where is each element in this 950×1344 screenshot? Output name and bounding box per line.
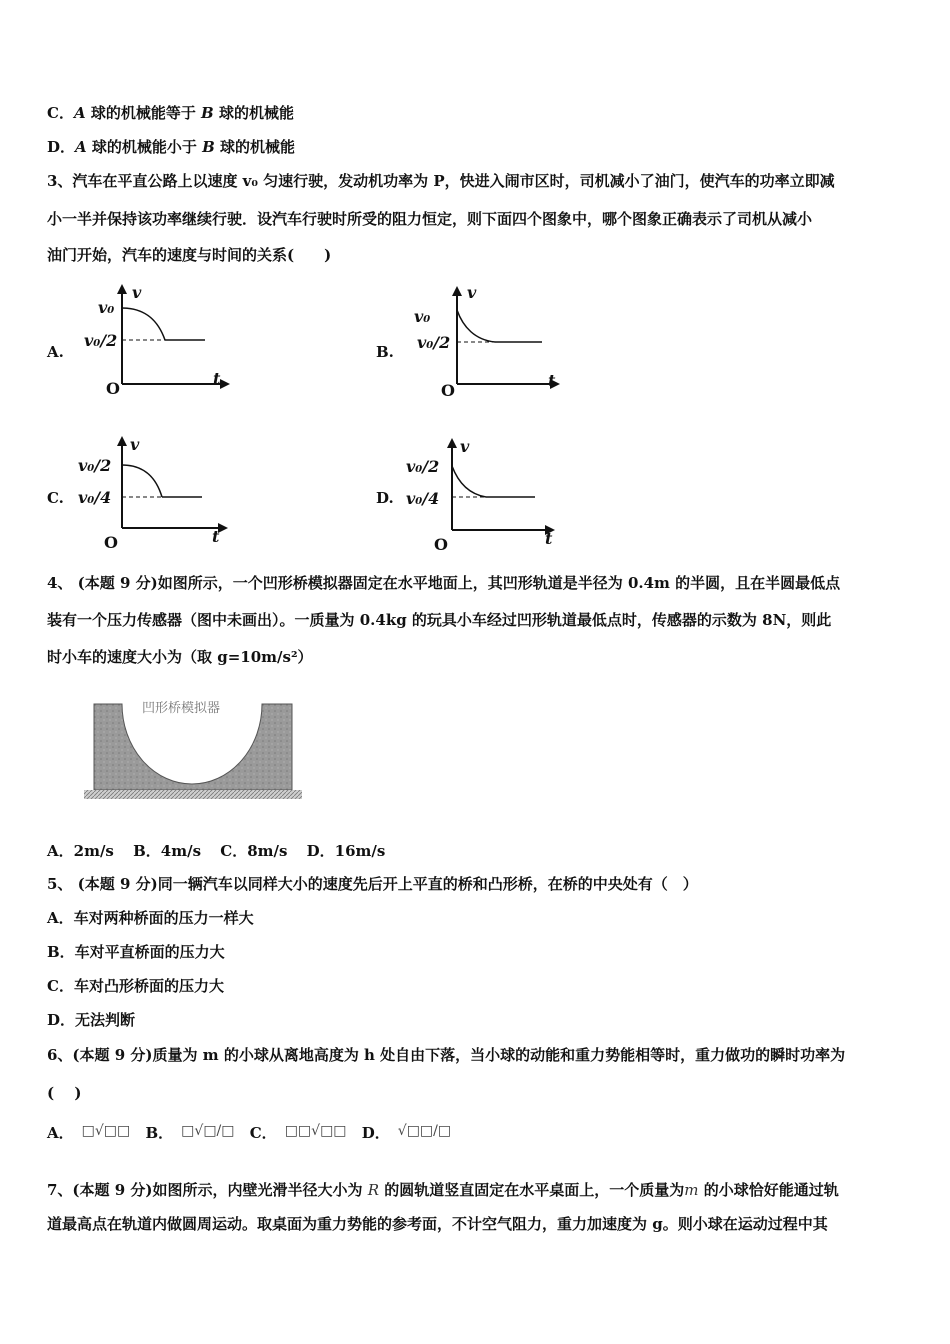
q4-option-a: A．2m/s <box>47 842 114 860</box>
v-axis-label: v <box>130 435 140 454</box>
q3-stem-line2: 小一半并保持该功率继续行驶．设汽车行驶时所受的阻力恒定，则下面四个图象中，哪个图象正确表示了司机从减小 <box>47 210 813 228</box>
q4-concave-bridge-figure <box>82 692 304 804</box>
q3-stem-line1: 3、汽车在平直公路上以速度 v₀ 匀速行驶，发动机功率为 P，快进入闹市区时，司机减小了油门，使汽车的功率立即减 <box>47 172 835 190</box>
radius-symbol: R <box>367 1181 380 1199</box>
curve <box>452 466 486 497</box>
q5-stem: 5、 (本题 9 分)同一辆汽车以同样大小的速度先后开上平直的桥和凸形桥，在桥的中央处有（ ） <box>47 875 698 893</box>
q5-option-c: C．车对凸形桥面的压力大 <box>47 977 224 995</box>
q3-graph-d <box>400 432 580 557</box>
origin-label: O <box>441 381 455 400</box>
q6-option-b-formula: □√□/□ <box>181 1123 235 1139</box>
v-axis-label: v <box>132 283 142 302</box>
bottom-value-label: v₀/2 <box>417 333 451 352</box>
q3-stem-line3: 油门开始，汽车的速度与时间的关系( ) <box>47 246 332 264</box>
origin-label: O <box>104 533 118 552</box>
bottom-value-label: v₀/4 <box>78 488 112 507</box>
q4-options <box>47 841 399 861</box>
top-value-label: v₀ <box>98 298 115 317</box>
q2-option-c: C．A 球的机械能等于 B 球的机械能 <box>47 104 294 122</box>
q6-option-c-letter: C． <box>249 1124 277 1142</box>
q3-option-d-label: D. <box>376 489 394 507</box>
q6-option-c-formula: □□√□□ <box>284 1123 347 1139</box>
q6-option-b-letter: B． <box>145 1124 174 1142</box>
bottom-value-label: v₀/2 <box>84 331 118 350</box>
curve <box>122 465 162 497</box>
v-axis-arrow <box>447 438 457 448</box>
t-axis-label: t <box>213 369 221 388</box>
q3-option-a-label: A. <box>47 343 64 361</box>
q5-option-b: B．车对平直桥面的压力大 <box>47 943 225 961</box>
q4-stem-line2: 装有一个压力传感器（图中未画出）。一质量为 0.4kg 的玩具小车经过凹形轨道最低点时，传感器的示数为 8N，则此 <box>47 611 832 629</box>
q4-stem-line1: 4、 (本题 9 分)如图所示，一个凹形桥模拟器固定在水平地面上，其凹形轨道是半径为 0.4m 的半圆，且在半圆最低点 <box>47 574 841 592</box>
q5-option-a: A．车对两种桥面的压力一样大 <box>47 909 254 927</box>
origin-label: O <box>434 535 448 554</box>
q7-stem-line2: 道最高点在轨道内做圆周运动。取桌面为重力势能的参考面，不计空气阻力，重力加速度为 g。则小球在运动过程中其 <box>47 1215 828 1233</box>
q6-option-d-letter: D． <box>361 1124 390 1142</box>
q3-option-c-label: C. <box>47 489 64 507</box>
t-axis-label: t <box>545 529 553 548</box>
q3-option-b-label: B. <box>376 343 394 361</box>
v-axis-label: v <box>460 437 470 456</box>
q6-stem-line1: 6、(本题 9 分)质量为 m 的小球从离地高度为 h 处自由下落，当小球的动能和重力势能相等时，重力做功的瞬时功率为 <box>47 1046 846 1064</box>
t-axis-arrow <box>218 523 228 533</box>
t-axis-label: t <box>548 371 556 390</box>
v-axis-label: v <box>467 283 477 302</box>
bottom-value-label: v₀/4 <box>406 489 440 508</box>
q6-options <box>47 1121 461 1143</box>
top-value-label: v₀/2 <box>406 457 440 476</box>
t-axis-arrow <box>220 379 230 389</box>
ground <box>84 790 302 799</box>
q6-option-a-formula: □√□□ <box>81 1123 131 1139</box>
bridge-block <box>94 704 292 790</box>
q4-option-b: B．4m/s <box>133 842 202 860</box>
q2-option-d: D．A 球的机械能小于 B 球的机械能 <box>47 138 296 156</box>
q6-option-a-letter: A． <box>47 1124 74 1142</box>
q6-stem-line2: ( ) <box>47 1084 82 1102</box>
top-value-label: v₀ <box>414 307 431 326</box>
mass-symbol: m <box>684 1181 699 1199</box>
q7-stem-line1: 7、(本题 9 分)如图所示，内壁光滑半径大小为 R 的圆轨道竖直固定在水平桌面上，一个质量为m 的小球恰好能通过轨 <box>47 1181 839 1199</box>
q3-graph-b <box>405 282 585 407</box>
q6-option-d-formula: √□□/□ <box>397 1123 452 1139</box>
v-axis-arrow <box>117 284 127 294</box>
q4-option-c: C．8m/s <box>220 842 288 860</box>
curve <box>457 310 495 342</box>
figure-label: 凹形桥模拟器 <box>142 701 221 716</box>
origin-label: O <box>106 379 120 398</box>
v-axis-arrow <box>452 286 462 296</box>
t-axis-label: t <box>212 527 220 546</box>
q4-option-d: D．16m/s <box>306 842 386 860</box>
q5-option-d: D．无法判断 <box>47 1011 136 1029</box>
q3-graph-a <box>70 280 250 405</box>
q4-stem-line3: 时小车的速度大小为（取 g=10m/s²） <box>47 648 313 666</box>
top-value-label: v₀/2 <box>78 456 112 475</box>
q3-graph-c <box>70 432 250 557</box>
curve <box>122 308 165 340</box>
v-axis-arrow <box>117 436 127 446</box>
